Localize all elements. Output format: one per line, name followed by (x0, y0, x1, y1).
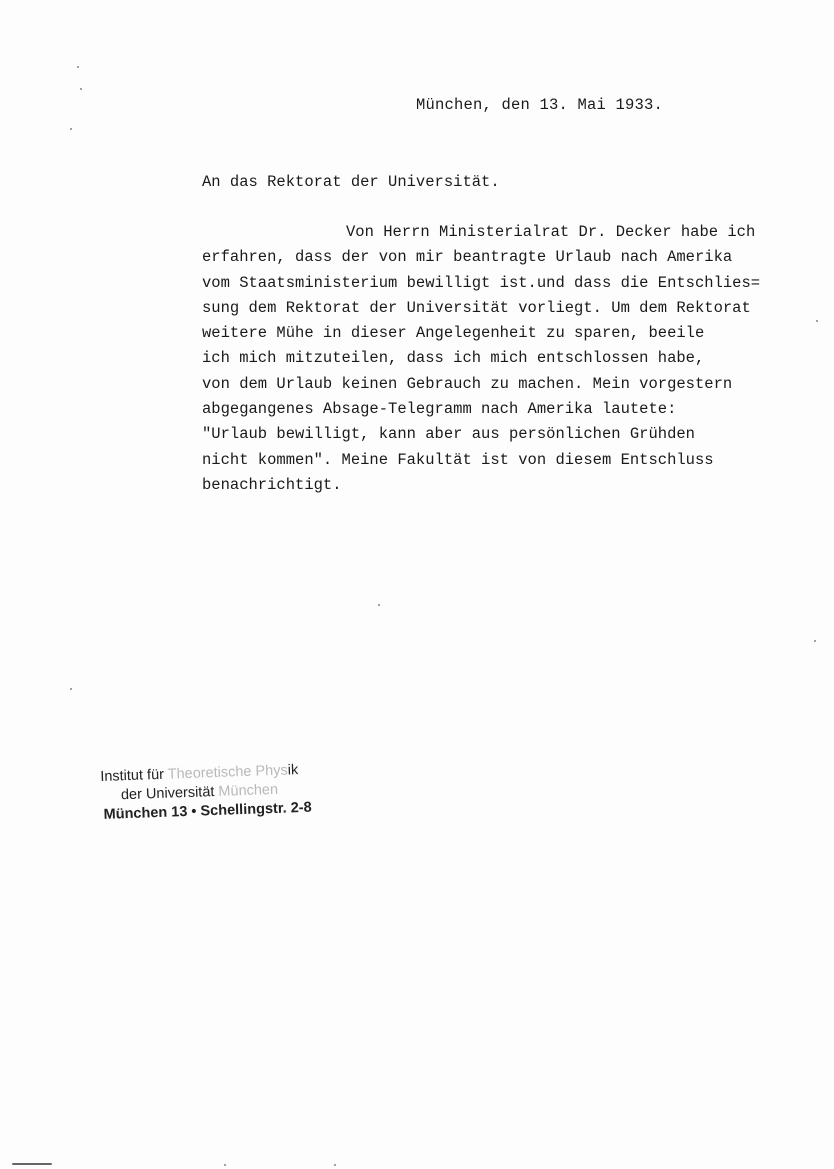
scan-speck (334, 1164, 336, 1166)
scan-speck (816, 320, 818, 322)
body-line: ich mich mitzuteilen, dass ich mich entschlossen habe, (202, 349, 705, 368)
body-line: erfahren, dass der von mir beantragte Urlaub nach Amerika (202, 248, 733, 267)
scan-speck (77, 66, 79, 68)
scan-speck (814, 640, 816, 642)
stamp-text: ik (287, 762, 299, 779)
institute-stamp (100, 761, 312, 825)
scan-speck (80, 88, 82, 90)
body-line: vom Staatsministerium bewilligt ist.und dass die Entschlies= (202, 273, 761, 292)
body-line: nicht kommen". Meine Fakultät ist von diesem Entschluss (202, 450, 714, 469)
stamp-line-address: München 13 • Schellingstr. 2-8 (103, 799, 312, 823)
body-line: Von Herrn Ministerialrat Dr. Decker habe ich (346, 223, 756, 241)
scan-speck (378, 604, 380, 606)
scan-speck (70, 688, 72, 690)
body-line: "Urlaub bewilligt, kann aber aus persönlichen Grühden (202, 425, 695, 444)
body-line: sung dem Rektorat der Universität vorliegt. Um dem Rektorat (202, 298, 751, 317)
scan-edge-mark (12, 1163, 52, 1165)
scan-speck (224, 1164, 226, 1166)
scan-speck (70, 128, 72, 130)
body-line: abgegangenes Absage-Telegramm nach Amerika lautete: (202, 400, 677, 419)
body-line: weitere Mühe in dieser Angelegenheit zu sparen, beeile (202, 324, 705, 343)
letter-date: München, den 13. Mai 1933. (416, 96, 664, 114)
stamp-faded-text: Theoretische Phys (167, 762, 289, 783)
stamp-faded-text: München (218, 781, 279, 800)
stamp-text: der Universität (120, 783, 219, 804)
stamp-text: Institut für (100, 766, 168, 785)
body-line: von dem Urlaub keinen Gebrauch zu machen. Mein vorgestern (202, 374, 733, 393)
letter-body (202, 220, 822, 498)
body-line: benachrichtigt. (202, 475, 342, 494)
letter-recipient: An das Rektorat der Universität. (202, 173, 500, 191)
